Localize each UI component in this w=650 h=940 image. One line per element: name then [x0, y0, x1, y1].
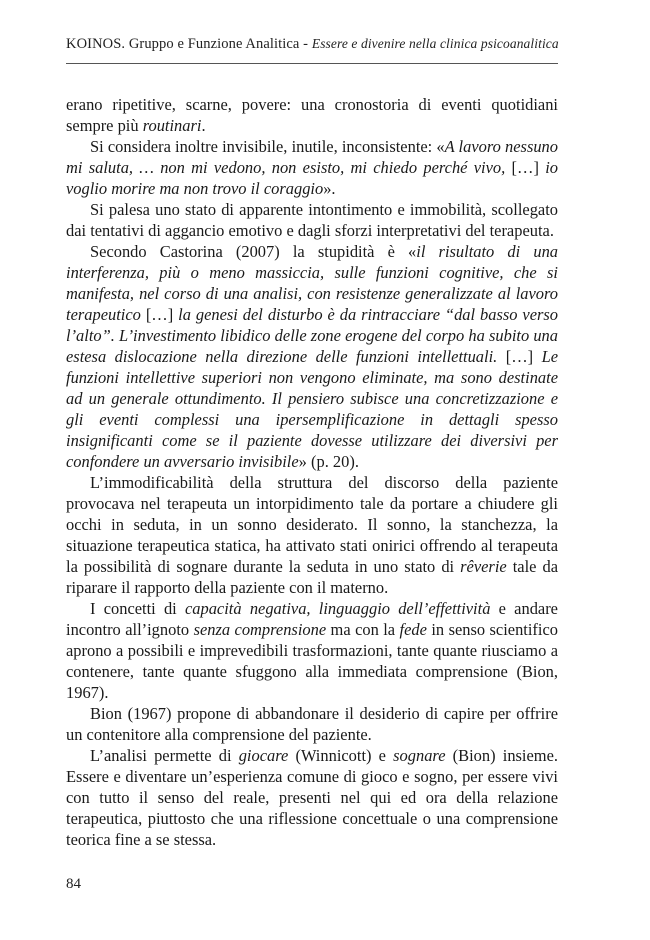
text-run: (Bion) insieme. Essere e diventare un’esperienza comune di gioco e sogno, per essere vivi con tutto il senso del reale, presenti nel qui ed ora della relazione terapeutica, piuttosto che una riflessione concettuale o una comprensione teorica fine a se stessa.: [66, 746, 558, 849]
text-run: e andare incontro all’ignoto: [66, 599, 558, 639]
text-run: erano ripetitive, scarne, povere: una cronostoria di eventi quotidiani sempre più: [66, 95, 558, 135]
text-run: L’immodificabilità della struttura del discorso della paziente provocava nel terapeuta un intorpidimento tale da portare a chiudere gli occhi in seduta, in un sonno desiderato. Il sonno, la stanchezza, la situazione terapeutica statica, ha attivato stati onirici offrendo al terapeuta la possibilità di sognare durante la seduta in uno stato di: [66, 473, 558, 576]
text-run: tale da riparare il rapporto della paziente con il materno.: [66, 557, 558, 597]
text-run: Si considera inoltre invisibile, inutile, inconsistente: «: [90, 137, 445, 156]
text-run: […]: [497, 347, 542, 366]
header-subtitle: Essere e divenire nella clinica psicoanalitica: [311, 36, 559, 51]
italic-run: giocare: [238, 746, 289, 765]
running-header: [66, 36, 558, 53]
paragraph: [66, 241, 558, 472]
italic-run: routinari: [142, 116, 202, 135]
italic-run: la genesi del disturbo è da rintracciare “dal basso verso l’alto”. L’investimento libidico delle zone erogene del corpo ha subito una estesa dislocazione nella direzione delle funzioni intellettuali.: [66, 305, 558, 366]
text-run: .: [201, 116, 206, 135]
header-rule: [66, 63, 558, 64]
italic-run: rêverie: [460, 557, 507, 576]
page-number: 84: [66, 876, 81, 892]
text-run: » (p. 20).: [298, 452, 359, 471]
paragraph: [66, 472, 558, 598]
text-run: ».: [323, 179, 336, 198]
italic-run: senza comprensione: [193, 620, 327, 639]
italic-run: capacità negativa, linguaggio dell’effettività: [184, 599, 491, 618]
text-run: Bion (1967) propone di abbandonare il desiderio di capire per offrire un contenitore alla comprensione del paziente.: [66, 704, 558, 744]
italic-run: il risultato di una interferenza, più o meno massiccia, sulle funzioni cognitive, che si manifesta, nel corso di una analisi, con resistenze generalizzate al lavoro terapeutico: [66, 242, 559, 324]
text-run: L’analisi permette di: [90, 746, 239, 765]
paragraph: [66, 745, 558, 850]
text-run: in senso scientifico aprono a possibili e imprevedibili trasformazioni, tante quante riusciamo a contenere, tante quante sfuggono alla immediata comprensione (Bion, 1967).: [66, 620, 558, 702]
text-run: ma con la: [326, 620, 400, 639]
italic-run: io voglio morire ma non trovo il coraggio: [66, 158, 559, 198]
italic-run: fede: [399, 620, 427, 639]
paragraph: [66, 199, 558, 241]
header-journal: KOINOS. Gruppo e Funzione Analitica: [66, 36, 300, 52]
paragraph: [66, 703, 558, 745]
text-run: Secondo Castorina (2007) la stupidità è «: [90, 242, 417, 261]
italic-run: Le funzioni intellettive superiori non vengono eliminate, ma sono destinate ad un generale ottundimento. Il pensiero subisce una concretizzazione e gli eventi complessi una ipersemplificazione in dettagli spesso insignificanti come se il paziente dovesse utilizzare dei diversivi per confondere un avversario invisibile: [66, 347, 558, 471]
header-separator: -: [299, 36, 312, 52]
paragraph: [66, 136, 558, 199]
paragraph: [66, 598, 558, 703]
text-run: […]: [505, 158, 546, 177]
body-text: [66, 94, 558, 850]
text-run: (Winnicott) e: [288, 746, 394, 765]
text-run: I concetti di: [90, 599, 185, 618]
text-run: Si palesa uno stato di apparente intontimento e immobilità, scollegato dai tentativi di aggancio emotivo e dagli sforzi interpretativi del terapeuta.: [66, 200, 558, 240]
text-run: […]: [140, 305, 179, 324]
italic-run: sognare: [393, 746, 446, 765]
italic-run: A lavoro nessuno mi saluta, … non mi vedono, non esisto, mi chiedo perché vivo,: [66, 137, 558, 177]
paragraph: [66, 94, 558, 136]
